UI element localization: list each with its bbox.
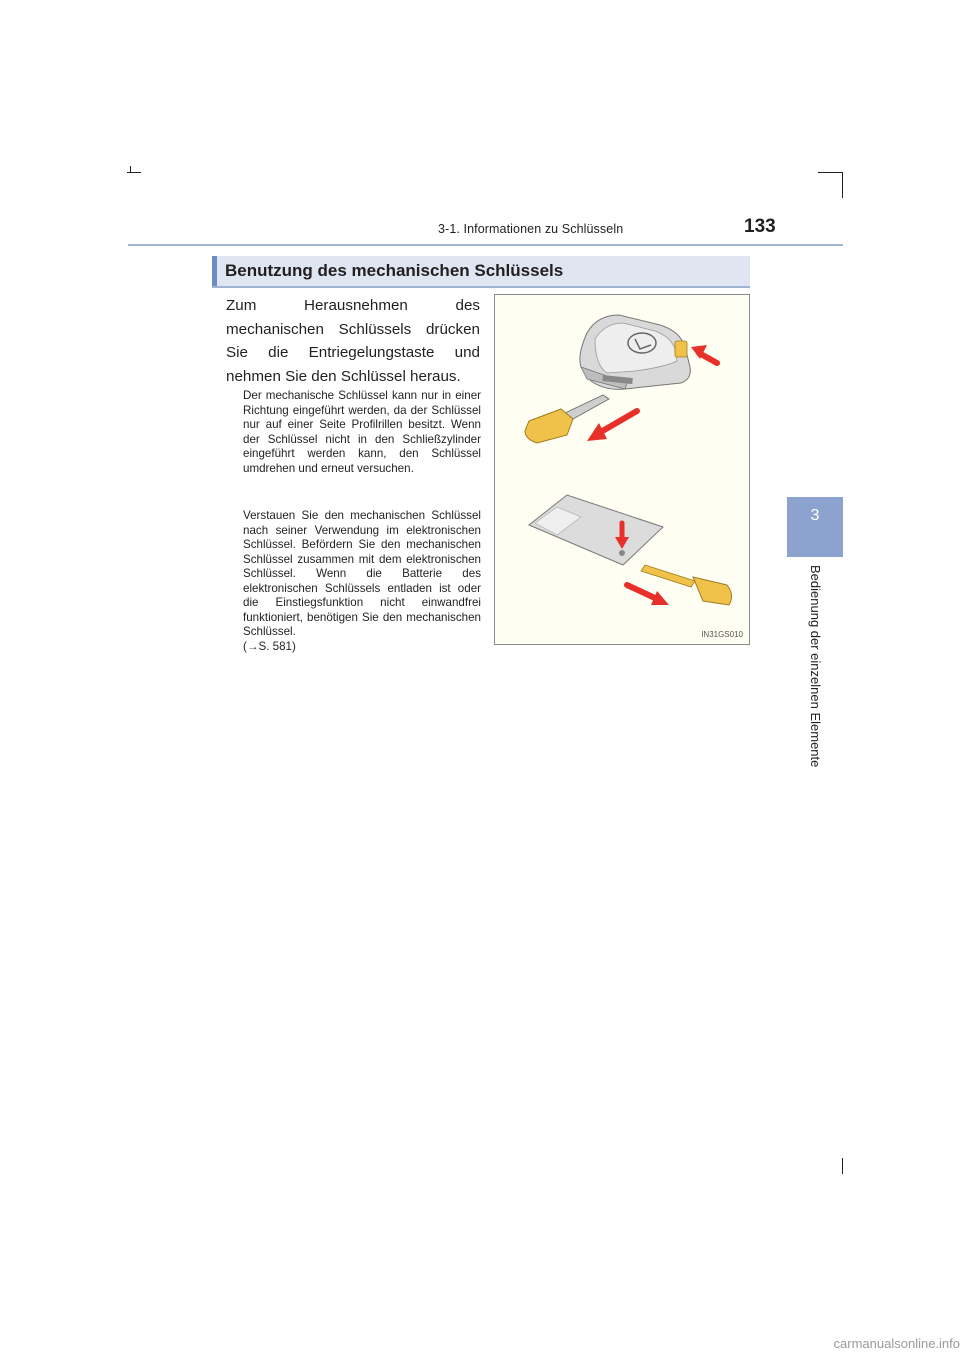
chapter-title: 3-1. Informationen zu Schlüsseln — [438, 222, 624, 236]
figure-code: IN31GS010 — [701, 630, 743, 639]
note-paragraph: Der mechanische Schlüssel kann nur in einer Richtung eingeführt werden, da der Schlüssel nur auf einer Seite Profilrillen besitzt. Wenn der Schlüssel nicht in den Schließzylinder eingeführt werden kann, den Schlüssel umdrehen und erneut versuchen. — [243, 389, 481, 475]
crop-mark — [842, 172, 843, 198]
note-paragraph — [243, 509, 481, 654]
header-divider — [128, 244, 843, 246]
press-arrow-icon — [691, 345, 717, 363]
card-key — [529, 495, 663, 565]
release-button — [675, 341, 687, 357]
card-release-button — [619, 550, 625, 556]
crop-mark — [130, 166, 131, 172]
heading-accent-bar — [212, 256, 217, 286]
crop-mark — [842, 1158, 843, 1174]
chapter-tab-number: 3 — [810, 507, 820, 524]
page-reference: (→S. 581) — [243, 639, 296, 653]
chapter-tab — [787, 497, 843, 557]
smart-key-fob — [580, 315, 690, 389]
section-heading — [212, 256, 750, 288]
crop-mark — [127, 172, 141, 173]
crop-mark — [818, 172, 842, 173]
key-illustration — [494, 294, 750, 645]
page-number: 133 — [744, 216, 776, 237]
main-paragraph: Zum Herausnehmen des mechanischen Schlüssels drücken Sie die Entriegelungstaste und nehmen Sie den Schlüssel heraus. — [226, 297, 480, 386]
pull-arrow-icon — [587, 411, 637, 441]
key-illustration-svg — [495, 295, 751, 646]
chapter-side-label-text: Bedienung der einzelnen Elemente — [808, 565, 823, 768]
note-text: Verstauen Sie den mechanischen Schlüssel nach seiner Verwendung im elektronischen Schlüssel. Befördern Sie den mechanischen Schlüssel zusammen mit dem elektronischen Schlüssel. Wenn die Batterie des elektronischen Schlüssels entladen ist oder die Einstiegsfunktion nicht einwandfrei funktioniert, benötigen Sie den mechanischen Schlüssel. — [243, 509, 481, 638]
watermark: carmanualsonline.info — [833, 1336, 960, 1351]
pull-arrow-icon — [627, 585, 669, 605]
chapter-side-label — [787, 565, 843, 775]
section-heading-text: Benutzung des mechanischen Schlüssels — [225, 261, 564, 280]
